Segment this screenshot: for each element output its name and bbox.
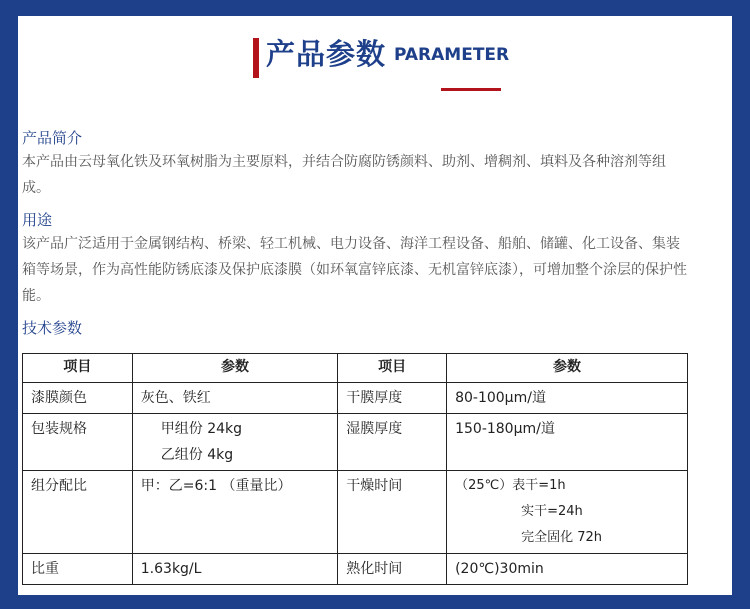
row-label: 漆膜颜色 <box>23 383 133 414</box>
row-label: 组分配比 <box>23 471 133 554</box>
row-value <box>447 554 688 585</box>
header-item-1: 项目 <box>23 354 133 383</box>
row-label: 干燥时间 <box>338 471 447 554</box>
title-chinese: 产品参数 <box>266 37 387 71</box>
value-line: 甲：乙=6:1 （重量比） <box>140 478 292 494</box>
row-value <box>132 383 338 414</box>
intro-text: 本产品由云母氧化铁及环氧树脂为主要原料，并结合防腐防锈颜料、助剂、增稠剂、填料及各种溶剂等组成。 <box>22 154 666 196</box>
spec-table <box>22 353 688 585</box>
table-row <box>23 554 688 585</box>
header-param-2: 参数 <box>447 354 688 383</box>
usage-text: 该产品广泛适用于金属钢结构、桥梁、轻工机械、电力设备、海洋工程设备、船舶、储罐、化工设备、集装箱等场景，作为高性能防锈底漆及保护底漆膜（如环氧富锌底漆、无机富锌底漆），可增加整个涂层的保护性能。 <box>22 236 687 304</box>
value-line: 实干=24h <box>521 504 583 519</box>
row-value <box>132 414 338 471</box>
value-line: 灰色、铁红 <box>140 390 211 406</box>
row-label: 比重 <box>23 554 133 585</box>
value-line: 1.63kg/L <box>140 561 202 577</box>
row-label: 干膜厚度 <box>338 383 447 414</box>
section-header <box>232 28 512 94</box>
value-line: 150-180μm/道 <box>455 421 555 437</box>
header-item-2: 项目 <box>338 354 447 383</box>
header-param-1: 参数 <box>132 354 338 383</box>
row-value <box>447 471 688 554</box>
tech-title: 技术参数 <box>22 319 83 337</box>
value-line: 甲组份 24kg <box>160 421 243 437</box>
value-line: 80-100μm/道 <box>455 390 546 406</box>
row-value <box>447 414 688 471</box>
row-label: 湿膜厚度 <box>338 414 447 471</box>
value-line: 乙组份 4kg <box>160 447 234 463</box>
table-row <box>23 383 688 414</box>
usage-title: 用途 <box>22 211 53 229</box>
intro-title: 产品简介 <box>22 129 83 147</box>
value-line: （25℃）表干=1h <box>455 478 566 493</box>
table-row <box>23 414 688 471</box>
title-accent-bar <box>253 38 259 78</box>
row-label: 包装规格 <box>23 414 133 471</box>
value-line: (20℃)30min <box>455 561 544 577</box>
row-value <box>132 554 338 585</box>
table-row <box>23 471 688 554</box>
value-line: 完全固化 72h <box>521 530 603 545</box>
table-header-row <box>23 354 688 383</box>
title-english: PARAMETER <box>394 45 510 65</box>
row-value <box>447 383 688 414</box>
title-underline <box>441 88 501 91</box>
row-label: 熟化时间 <box>338 554 447 585</box>
row-value <box>132 471 338 554</box>
